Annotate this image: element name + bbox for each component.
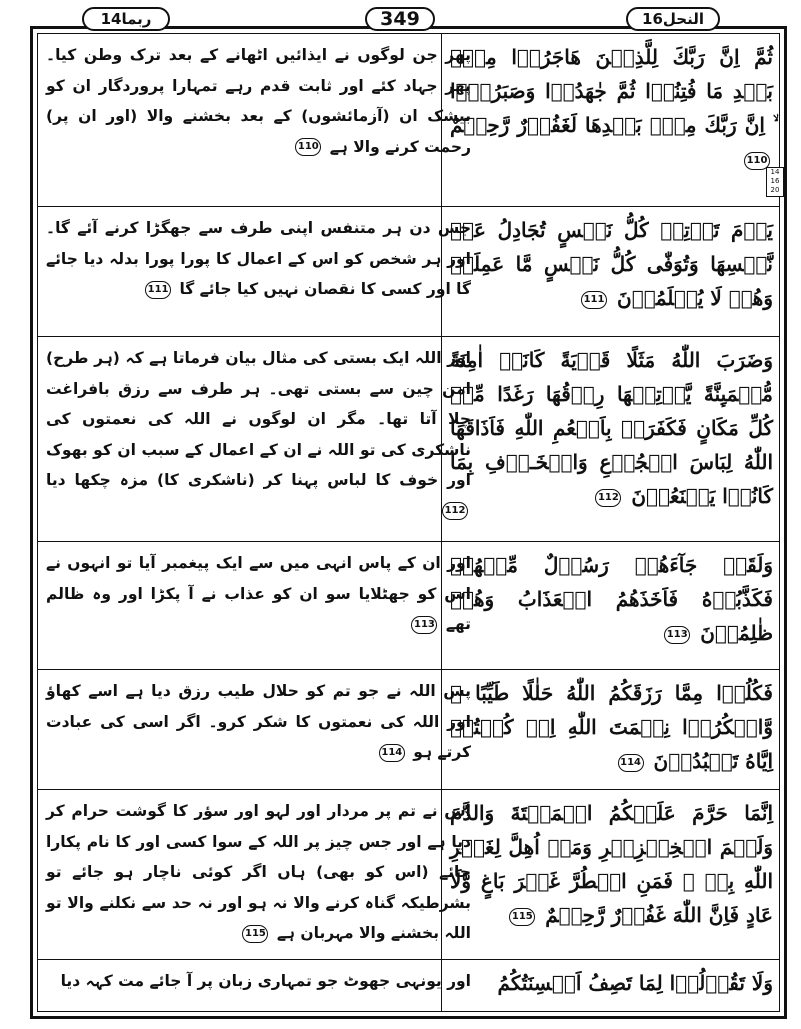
verse-row	[38, 34, 779, 207]
verse-row	[38, 670, 779, 790]
urdu-translation: پھر جن لوگوں نے ایذائیں اٹھانے کے بعد ترک وطن کیا۔ پھر جہاد کئے اور ثابت قدم رہے تمہارا پروردگار ان کو بیشک ان (آزمائشوں) کے بعد بخشنے والا (اور ان پر) رحمت کرنے والا ہے 110	[46, 46, 471, 156]
verse-number: 114	[379, 744, 405, 762]
verse-row	[38, 790, 779, 960]
surah-label: النحل16	[626, 7, 720, 31]
arabic-verse: وَلَا تَقُوۡلُوۡا لِمَا تَصِفُ اَلۡسِنَتُكُمُ	[497, 971, 773, 995]
verse-row	[38, 542, 779, 670]
verse-number: 114	[618, 754, 644, 772]
verse-number: 115	[509, 908, 535, 926]
verse-row	[38, 207, 779, 337]
arabic-verse: وَلَقَدۡ جَآءَهُمۡ رَسُوۡلٌ مِّنۡهُمۡ فَكَذَّبُوۡهُ فَاَخَذَهُمُ الۡعَذَابُ وَهُمۡ ظٰلِمُوۡنَ 113	[450, 553, 773, 645]
arabic-verse: اِنَّمَا حَرَّمَ عَلَيۡكُمُ الۡمَيۡتَةَ وَالدَّمَ وَلَحۡمَ الۡخِنۡزِيۡرِ وَمَاۤ اُهِلَّ لِغَيۡرِ اللّٰهِ بِهٖ ۚ فَمَنِ اضۡطُرَّ غَيۡرَ بَاغٍ وَّلَا عَادٍ فَاِنَّ اللّٰهَ غَفُوۡرٌ رَّحِيۡمٌ 115	[450, 801, 773, 927]
juz-label: ربما14	[82, 7, 170, 31]
verse-number: 112	[442, 502, 468, 520]
urdu-translation: اور یونہی جھوٹ جو تمہاری زبان پر آ جائے مت کہہ دیا	[60, 972, 471, 990]
verse-number: 113	[411, 616, 437, 634]
urdu-translation: اس نے تم پر مردار اور لہو اور سؤر کا گوشت حرام کر دیا ہے اور جس چیز پر اللہ کے سوا کسی اور کا نام پکارا جائے (اس کو بھی) ہاں اگر کوئی ناچار ہو جائے تو بشرطیکہ گناہ کرنے والا نہ ہو اور نہ حد سے نکلنے والا تو اللہ بخشنے والا مہربان ہے 115	[46, 802, 471, 942]
verse-number: 113	[664, 626, 690, 644]
urdu-translation: جس دن ہر متنفس اپنی طرف سے جھگڑا کرنے آئے گا۔ اور ہر شخص کو اس کے اعمال کا پورا پورا بدلہ دیا جائے گا اور کسی کا نقصان نہیں کیا جائے گا 111	[46, 219, 471, 298]
urdu-translation: اور ان کے پاس انہی میں سے ایک پیغمبر آیا تو انہوں نے اس کو جھٹلایا سو ان کو عذاب نے آ پکڑا اور وہ ظالم تھے 113	[46, 554, 471, 633]
page-number: 349	[365, 7, 435, 31]
arabic-verse: فَكُلُوۡا مِمَّا رَزَقَكُمُ اللّٰهُ حَلٰلًا طَيِّبًا ۖ وَّاشۡكُرُوۡا نِعۡمَتَ اللّٰهِ اِنۡ كُنۡتُمۡ اِيَّاهُ تَعۡبُدُوۡنَ 114	[450, 681, 773, 773]
verse-number: 111	[145, 281, 171, 299]
arabic-verse: يَوۡمَ تَاۡتِىۡ كُلُّ نَفۡسٍ تُجَادِلُ عَنۡ نَّفۡسِهَا وَتُوَفّٰى كُلُّ نَفۡسٍ مَّا عَمِلَتۡ وَهُمۡ لَا يُظۡلَمُوۡنَ 111	[450, 218, 773, 310]
verse-number: 115	[242, 925, 268, 943]
verse-number: 110	[744, 152, 770, 170]
urdu-translation: پس اللہ نے جو تم کو حلال طیب رزق دیا ہے اسے کھاؤ اور اللہ کی نعمتوں کا شکر کرو۔ اگر اسی کی عبادت کرتے ہو 114	[46, 682, 471, 761]
verse-number: 112	[595, 489, 621, 507]
verse-row	[38, 337, 779, 542]
verse-number: 110	[295, 138, 321, 156]
verse-row	[38, 960, 779, 1011]
arabic-verse: وَضَرَبَ اللّٰهُ مَثَلًا قَرۡيَةً كَانَتۡ اٰمِنَةً مُّطۡمَٮِٕنَّةً يَّاۡتِيۡهَا رِزۡقُهَا رَغَدًا مِّنۡ كُلِّ مَكَانٍ فَكَفَرَتۡ بِاَنۡعُمِ اللّٰهِ فَاَذَاقَهَا اللّٰهُ لِبَاسَ الۡجُوۡعِ وَالۡخَـوۡفِ بِمَا كَانُوۡا يَصۡنَعُوۡنَ 112	[450, 348, 773, 508]
urdu-translation: اور اللہ ایک بستی کی مثال بیان فرماتا ہے کہ (ہر طرح) امن چین سے بستی تھی۔ ہر طرف سے رزق بافراغت چلا آتا تھا۔ مگر ان لوگوں نے اللہ کی نعمتوں کی ناشکری کی تو اللہ نے ان کے اعمال کے سبب ان کو بھوک اور خوف کا لباس پہنا کر (ناشکری کا) مزہ چکھا دیا 112	[46, 343, 471, 526]
verse-number: 111	[581, 291, 607, 309]
ruku-marker: 14 16 20	[766, 167, 784, 197]
arabic-verse: ثُمَّ اِنَّ رَبَّكَ لِلَّذِيۡنَ هَاجَرُوۡا مِنۡۢ بَعۡدِ مَا فُتِنُوۡا ثُمَّ جٰهَدُوۡا وَصَبَرُوۡۤا ۙ اِنَّ رَبَّكَ مِنۡۢ بَعۡدِهَا لَغَفُوۡرٌ رَّحِيۡمٌ 110	[450, 40, 773, 176]
